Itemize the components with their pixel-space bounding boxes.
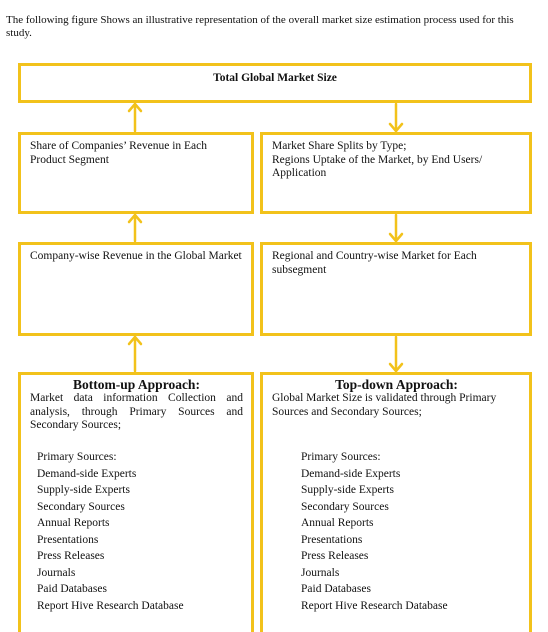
list-item: Annual Reports [301, 517, 374, 529]
bottom-up-description: Market data information Collection and analysis, through Primary Sources and Secondary Sources; [30, 392, 243, 431]
list-item: Report Hive Research Database [301, 599, 448, 612]
list-item: Presentations [301, 533, 363, 546]
intro-text: The following figure Shows an illustrative representation of the overall market size estimation process used for this study. [6, 14, 514, 39]
list-item: Annual Reports [37, 517, 110, 529]
list-item: Journals [301, 566, 340, 579]
list-item: Press Releases [37, 550, 105, 562]
list-item: Demand-side Experts [301, 467, 401, 480]
list-item: Presentations [37, 533, 99, 546]
arrow-down-icon [390, 337, 402, 371]
list-item: Secondary Sources [37, 500, 125, 513]
top-down-description: Global Market Size is validated through Primary Sources and Secondary Sources; [272, 392, 497, 418]
regional-country-market-label: Regional and Country-wise Market for Each subsegment [272, 250, 477, 276]
list-item: Press Releases [301, 550, 369, 562]
list-item: Primary Sources: [301, 451, 381, 463]
bottom-up-heading: Bottom-up Approach: [73, 377, 200, 392]
market-share-splits-label: Market Share Splits by Type; Regions Uptake of the Market, by End Users/ Application [272, 140, 483, 179]
arrow-up-icon [129, 104, 141, 131]
list-item: Paid Databases [301, 583, 371, 595]
list-item: Paid Databases [37, 583, 107, 595]
list-item: Secondary Sources [301, 500, 389, 513]
arrow-down-icon [390, 104, 402, 131]
list-item: Journals [37, 566, 76, 579]
list-item: Report Hive Research Database [37, 599, 184, 612]
list-item: Supply-side Experts [301, 484, 394, 496]
arrow-up-icon [129, 215, 141, 241]
top-down-heading: Top-down Approach: [335, 377, 458, 392]
companies-revenue-share-label: Share of Companies’ Revenue in Each Product Segment [30, 140, 208, 166]
arrow-down-icon [390, 215, 402, 241]
total-global-market-size-label: Total Global Market Size [213, 72, 337, 84]
arrow-up-icon [129, 337, 141, 371]
company-wise-revenue-label: Company-wise Revenue in the Global Market [30, 250, 242, 262]
list-item: Primary Sources: [37, 451, 117, 463]
list-item: Supply-side Experts [37, 484, 130, 496]
list-item: Demand-side Experts [37, 467, 137, 480]
